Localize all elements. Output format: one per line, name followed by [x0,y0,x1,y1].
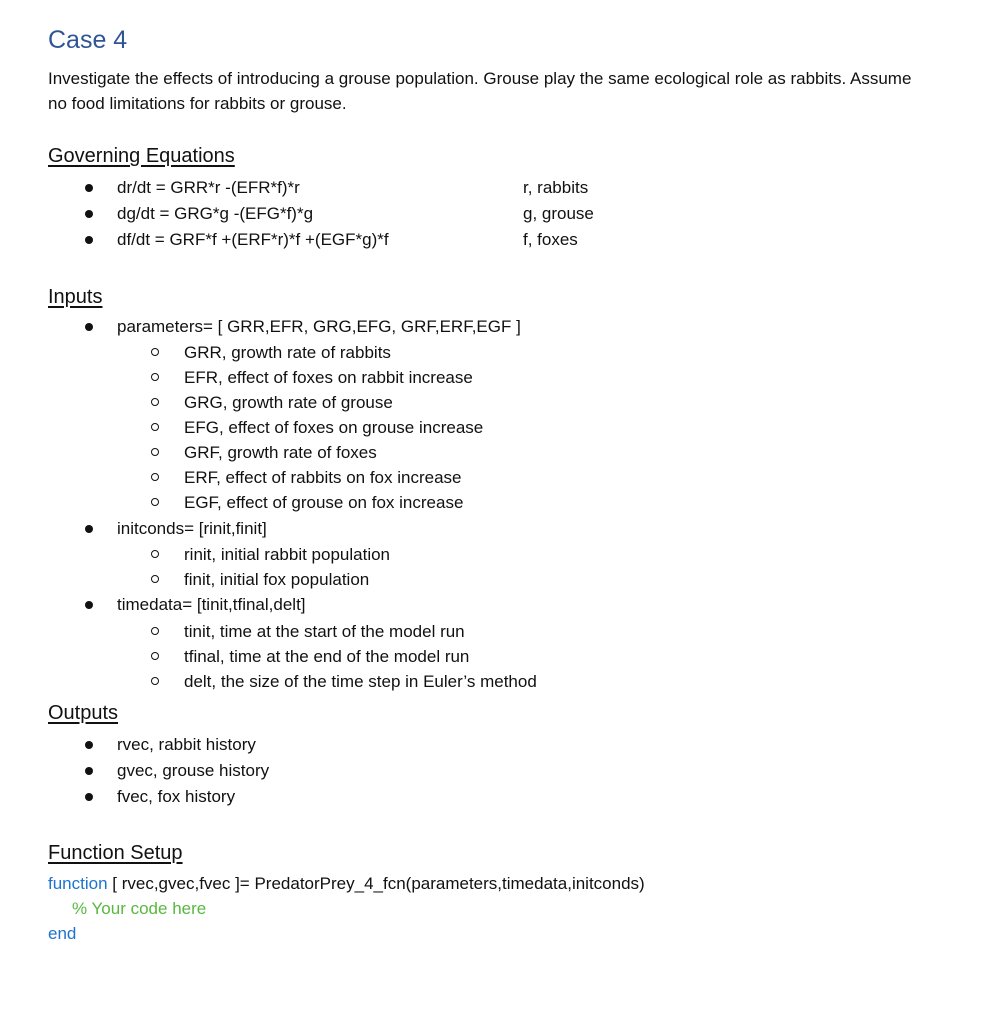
parameter-item: EFR, effect of foxes on rabbit increase [184,368,473,387]
bullet [85,323,93,331]
intro-paragraph: Investigate the effects of introducing a grouse population. Grouse play the same ecological role as rabbits. Assume no food limitations for rabbits or grouse. [48,69,912,113]
legend-foxes: f, foxes [523,230,578,249]
bullet [85,601,93,609]
function-signature-line [48,873,645,895]
initconds-item: finit, initial fox population [184,570,370,589]
inputs-heading: Inputs [48,286,103,308]
initconds-label: initconds= [rinit,finit] [117,519,267,538]
bullet [85,184,93,192]
sub-bullet [151,423,159,431]
function-signature: [ rvec,gvec,fvec ]= PredatorPrey_4_fcn(parameters,timedata,initconds) [107,874,645,893]
sub-bullet [151,448,159,456]
initconds-item: rinit, initial rabbit population [184,545,391,564]
bullet [85,767,93,775]
sub-bullet [151,550,159,558]
sub-bullet [151,652,159,660]
parameter-item: EGF, effect of grouse on fox increase [184,493,464,512]
legend-grouse: g, grouse [523,204,594,223]
sub-bullet [151,373,159,381]
equation-grouse: dg/dt = GRG*g -(EFG*f)*g [117,204,314,223]
governing-equations-heading: Governing Equations [48,145,235,167]
sub-bullet [151,677,159,685]
bullet [85,236,93,244]
sub-bullet [151,627,159,635]
parameter-item: ERF, effect of rabbits on fox increase [184,468,462,487]
end-keyword: end [48,924,77,943]
output-item: rvec, rabbit history [117,735,256,754]
function-setup-heading: Function Setup [48,842,183,864]
parameters-label: parameters= [ GRR,EFR, GRG,EFG, GRF,ERF,EGF ] [117,317,521,336]
sub-bullet [151,498,159,506]
bullet [85,741,93,749]
timedata-item: tfinal, time at the end of the model run [184,647,470,666]
code-comment: % Your code here [72,899,207,918]
timedata-label: timedata= [tinit,tfinal,delt] [117,595,306,614]
equation-rabbits: dr/dt = GRR*r -(EFR*f)*r [117,178,300,197]
page-title: Case 4 [48,26,128,54]
outputs-heading: Outputs [48,702,119,724]
parameter-item: EFG, effect of foxes on grouse increase [184,418,484,437]
parameter-item: GRF, growth rate of foxes [184,443,377,462]
sub-bullet [151,348,159,356]
sub-bullet [151,398,159,406]
sub-bullet [151,575,159,583]
function-keyword: function [48,874,108,893]
parameter-item: GRR, growth rate of rabbits [184,343,391,362]
timedata-item: delt, the size of the time step in Euler’s method [184,672,537,691]
output-item: gvec, grouse history [117,761,270,780]
parameter-item: GRG, growth rate of grouse [184,393,393,412]
sub-bullet [151,473,159,481]
bullet [85,525,93,533]
bullet [85,793,93,801]
legend-rabbits: r, rabbits [523,178,589,197]
bullet [85,210,93,218]
output-item: fvec, fox history [117,787,236,806]
timedata-item: tinit, time at the start of the model run [184,622,465,641]
equation-foxes: df/dt = GRF*f +(ERF*r)*f +(EGF*g)*f [117,230,389,249]
